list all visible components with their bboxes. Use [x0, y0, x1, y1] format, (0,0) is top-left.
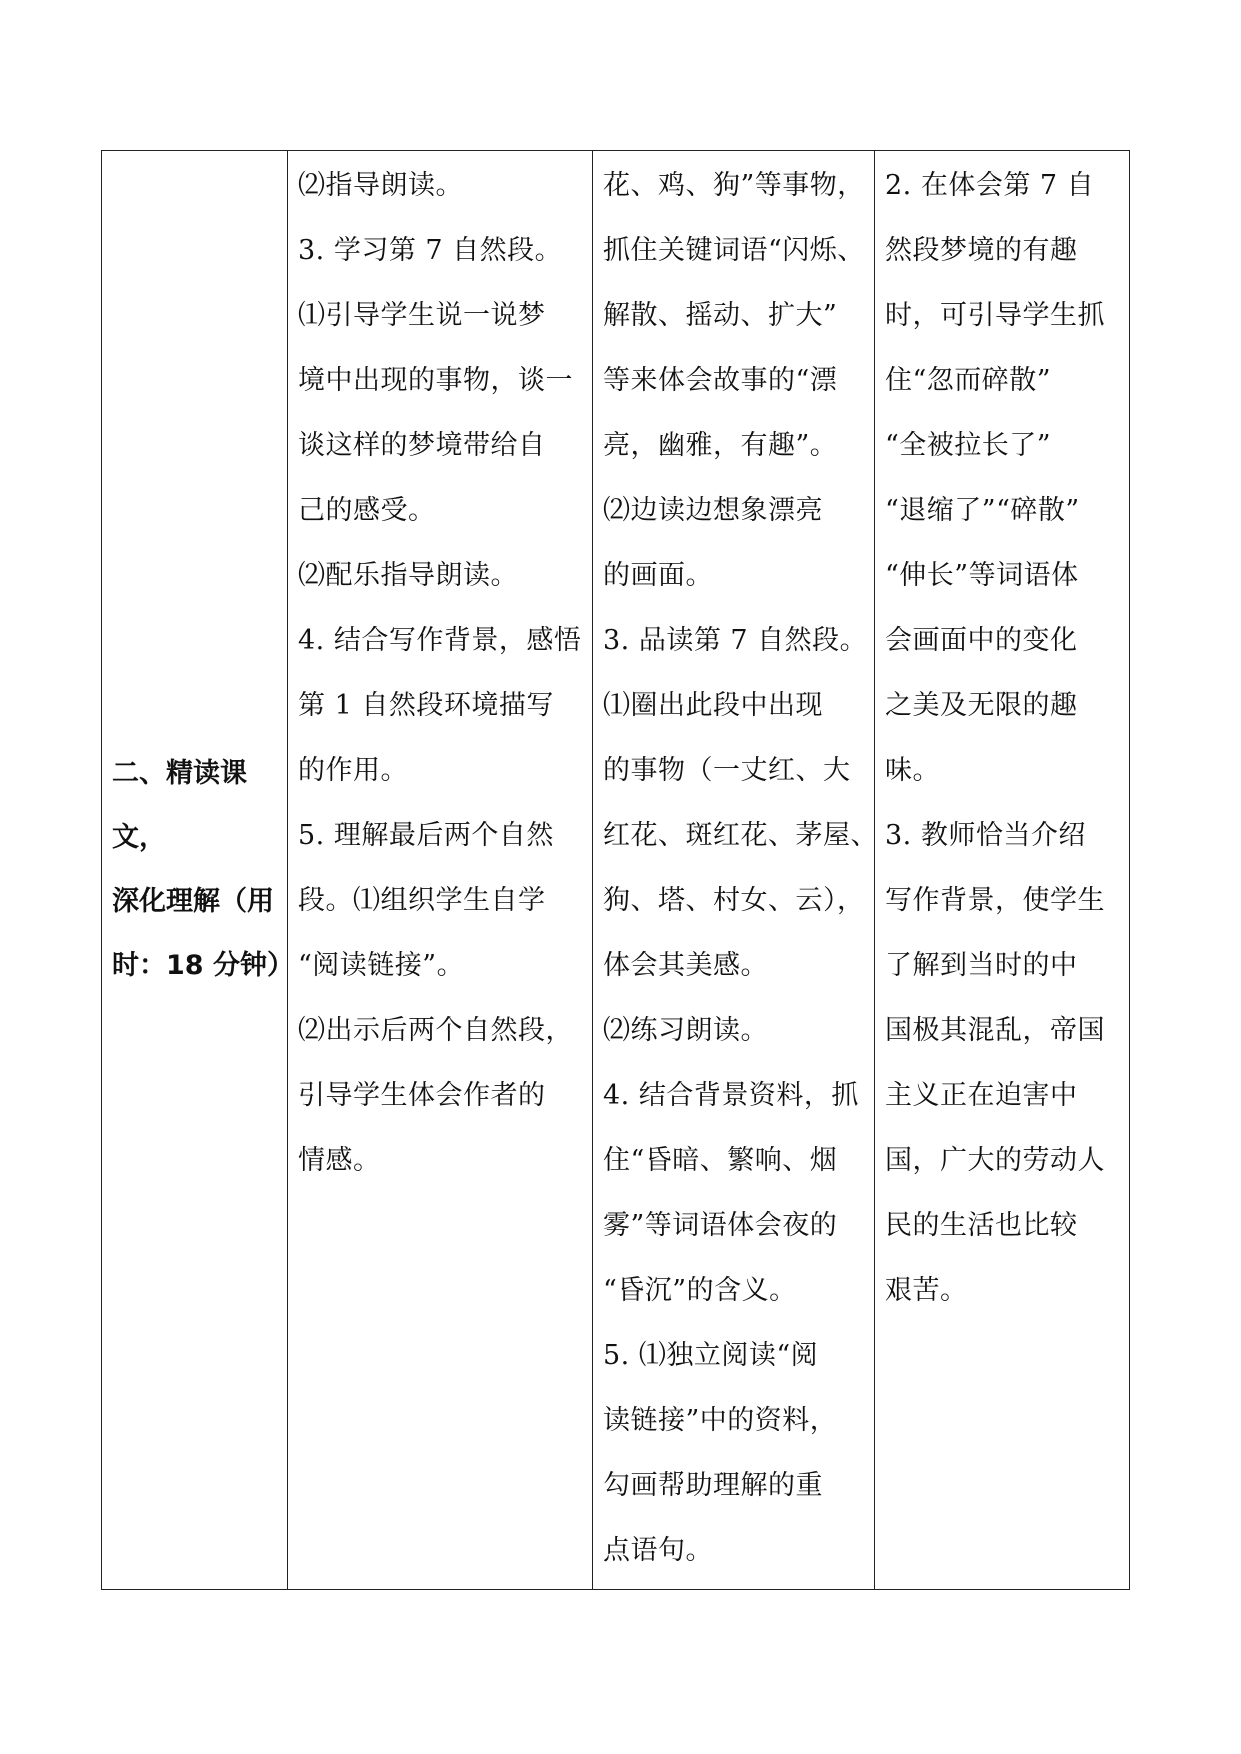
text-line: 3. 学习第 7 自然段。	[298, 235, 563, 266]
student-activity-cell	[593, 151, 878, 1590]
text-line: 4. 结合写作背景，感悟	[298, 625, 582, 656]
teacher-activity-cell	[288, 151, 593, 1590]
text-line: “伸长”等词语体	[885, 560, 1079, 591]
text-line: 勾画帮助理解的重	[603, 1470, 823, 1501]
text-line: 主义正在迫害中	[885, 1080, 1078, 1111]
text-line: 会画面中的变化	[885, 625, 1078, 656]
text-line: 5. 理解最后两个自然	[298, 820, 554, 851]
lesson-plan-table	[101, 150, 1130, 1590]
text-line: 雾”等词语体会夜的	[603, 1210, 838, 1241]
text-line: “阅读链接”。	[298, 950, 465, 981]
text-line: 然段梦境的有趣	[885, 235, 1078, 266]
text-line: 红花、斑红花、茅屋、	[603, 820, 878, 851]
stage-title	[102, 742, 294, 998]
stage-title-line: 深化理解（用	[112, 886, 274, 917]
text-line: 了解到当时的中	[885, 950, 1078, 981]
text-line: 等来体会故事的“漂	[603, 365, 838, 396]
text-line: 3. 品读第 7 自然段。	[603, 625, 868, 656]
text-line: 5. ⑴独立阅读“阅	[603, 1340, 819, 1371]
text-line: 住“忽而碎散”	[885, 365, 1052, 396]
text-line: 己的感受。	[298, 495, 436, 526]
text-line: ⑴引导学生说一说梦	[298, 300, 546, 331]
text-line: 的事物（一丈红、大	[603, 755, 851, 786]
design-intent-cell	[875, 151, 1130, 1590]
text-line: 3. 教师恰当介绍	[885, 820, 1086, 851]
text-line: “退缩了”“碎散”	[885, 495, 1080, 526]
text-line: 味。	[885, 755, 940, 786]
text-line: ⑵练习朗读。	[603, 1015, 768, 1046]
stage-title-line: 时：18 分钟）	[112, 950, 294, 981]
text-line: 2. 在体会第 7 自	[885, 170, 1095, 201]
text-line: ⑵指导朗读。	[298, 170, 463, 201]
text-line: 住“昏暗、繁响、烟	[603, 1145, 838, 1176]
text-line: 4. 结合背景资料，抓	[603, 1080, 859, 1111]
text-line: 读链接”中的资料，	[603, 1405, 838, 1436]
text-line: “全被拉长了”	[885, 430, 1052, 461]
text-line: 第 1 自然段环境描写	[298, 690, 554, 721]
text-line: 境中出现的事物，谈一	[298, 365, 573, 396]
text-line: 花、鸡、狗”等事物，	[603, 170, 865, 201]
text-line: 的画面。	[603, 560, 713, 591]
student-activity-text	[593, 151, 878, 1583]
text-line: 国极其混乱，帝国	[885, 1015, 1105, 1046]
stage-cell	[102, 151, 294, 1590]
text-line: 抓住关键词语“闪烁、	[603, 235, 865, 266]
text-line: ⑴圈出此段中出现	[603, 690, 823, 721]
text-line: 的作用。	[298, 755, 408, 786]
text-line: 时，可引导学生抓	[885, 300, 1105, 331]
design-intent-text	[875, 151, 1129, 1323]
text-line: 狗、塔、村女、云），	[603, 885, 865, 916]
stage-title-line: 二、精读课文，	[112, 758, 247, 853]
text-line: 段。⑴组织学生自学	[298, 885, 546, 916]
text-line: 国，广大的劳动人	[885, 1145, 1105, 1176]
text-line: 民的生活也比较	[885, 1210, 1078, 1241]
text-line: ⑵配乐指导朗读。	[298, 560, 518, 591]
text-line: “昏沉”的含义。	[603, 1275, 797, 1306]
text-line: 情感。	[298, 1145, 381, 1176]
text-line: ⑵边读边想象漂亮	[603, 495, 823, 526]
table-row	[102, 151, 1130, 1590]
text-line: 点语句。	[603, 1535, 713, 1566]
text-line: 体会其美感。	[603, 950, 768, 981]
teacher-activity-text	[288, 151, 592, 1193]
text-line: ⑵出示后两个自然段，	[298, 1015, 573, 1046]
text-line: 写作背景，使学生	[885, 885, 1105, 916]
text-line: 之美及无限的趣	[885, 690, 1078, 721]
text-line: 谈这样的梦境带给自	[298, 430, 546, 461]
text-line: 引导学生体会作者的	[298, 1080, 546, 1111]
text-line: 解散、摇动、扩大”	[603, 300, 838, 331]
text-line: 亮，幽雅，有趣”。	[603, 430, 838, 461]
text-line: 艰苦。	[885, 1275, 968, 1306]
